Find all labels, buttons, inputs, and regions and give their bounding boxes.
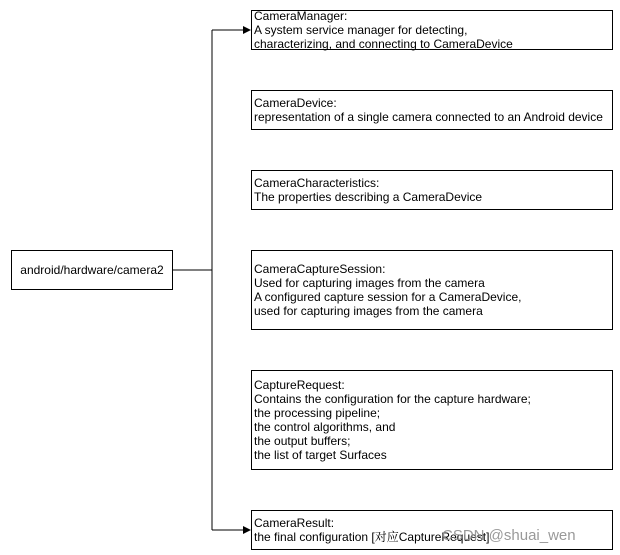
node-desc-line: A system service manager for detecting, (254, 23, 468, 37)
node-desc-line: the output buffers; (254, 434, 351, 448)
node-title: CameraManager: (254, 9, 348, 23)
root-node-camera2 (11, 250, 173, 290)
node-title: CameraCharacteristics: (254, 176, 380, 190)
node-camera-characteristics (251, 170, 613, 210)
node-desc-line: the control algorithms, and (254, 420, 396, 434)
node-camera-capture-session (251, 250, 613, 330)
node-desc-line: A configured capture session for a CameraDevice, (254, 290, 522, 304)
node-title: CameraDevice: (254, 96, 337, 110)
node-desc-line: Used for capturing images from the camera (254, 276, 485, 290)
node-capture-request (251, 370, 613, 470)
node-title: CaptureRequest: (254, 378, 345, 392)
node-desc-line: Contains the configuration for the capture hardware; (254, 392, 531, 406)
node-desc-line: The properties describing a CameraDevice (254, 190, 483, 204)
node-title: CameraCaptureSession: (254, 262, 386, 276)
node-desc-line: representation of a single camera connected to an Android device (254, 110, 603, 124)
node-desc-line: the processing pipeline; (254, 406, 381, 420)
node-camera-manager (251, 10, 613, 50)
node-desc-line: the list of target Surfaces (254, 448, 387, 462)
node-title: CameraResult: (254, 516, 335, 530)
node-desc-line: characterizing, and connecting to CameraDevice (254, 37, 513, 51)
node-desc-line: used for capturing images from the camera (254, 304, 483, 318)
node-desc-line: the final configuration [对应CaptureRequest] (254, 530, 490, 544)
node-camera-device (251, 90, 613, 130)
root-node-label: android/hardware/camera2 (20, 263, 164, 277)
watermark-text: CSDN @shuai_wen (442, 527, 576, 544)
